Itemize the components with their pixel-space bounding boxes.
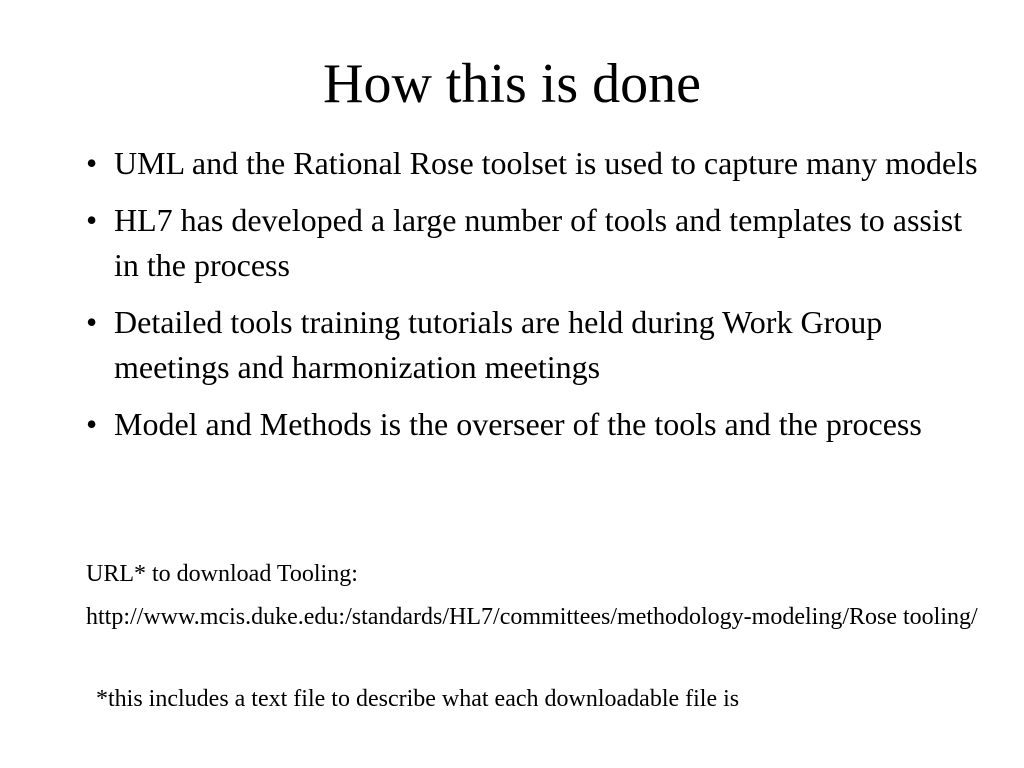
bullet-item bbox=[86, 198, 986, 288]
bullet-text: HL7 has developed a large number of tools and templates to assist in the process bbox=[114, 202, 963, 283]
bullet-item bbox=[86, 300, 986, 390]
footnote: *this includes a text file to describe what each downloadable file is bbox=[96, 686, 740, 712]
bullet-text: Model and Methods is the overseer of the tools and the process bbox=[114, 406, 922, 442]
slide-title: How this is done bbox=[323, 53, 701, 115]
bullet-marker: • bbox=[86, 406, 98, 442]
bullet-marker: • bbox=[86, 304, 98, 340]
bullet-item bbox=[86, 402, 986, 447]
bullet-list bbox=[86, 141, 986, 459]
bullet-text: UML and the Rational Rose toolset is used to capture many models bbox=[114, 145, 978, 181]
bullet-item bbox=[86, 141, 986, 186]
download-url[interactable]: http://www.mcis.duke.edu:/standards/HL7/committees/methodology-modeling/Rose tooling/ bbox=[86, 604, 978, 630]
url-label: URL* to download Tooling: bbox=[86, 561, 358, 587]
bullet-marker: • bbox=[86, 202, 98, 238]
bullet-marker: • bbox=[86, 145, 98, 181]
bullet-text: Detailed tools training tutorials are held during Work Group meetings and harmonization meetings bbox=[114, 304, 883, 385]
